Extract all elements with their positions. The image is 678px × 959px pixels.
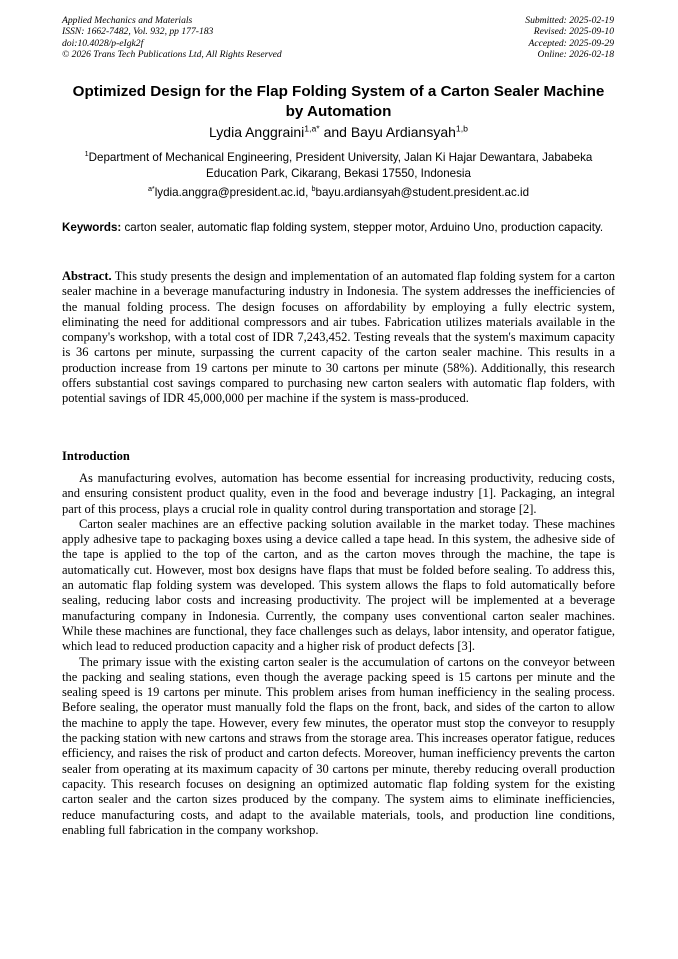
abstract bbox=[62, 269, 615, 407]
email-mark: a* bbox=[147, 184, 155, 194]
email-link[interactable]: lydia.anggra@president.ac.id bbox=[154, 186, 306, 199]
paper-title: Optimized Design for the Flap Folding System of a Carton Sealer Machine by Automation bbox=[72, 83, 605, 120]
date-submitted: Submitted: 2025-02-19 bbox=[525, 15, 614, 26]
affiliation-text: Department of Mechanical Engineering, President University, Jalan Ki Hajar Dewantara, Jababeka Education Park, Cikarang, Bekasi 17550, Indonesia bbox=[88, 151, 593, 180]
journal-info bbox=[62, 15, 282, 61]
affiliation-mark: 1 bbox=[84, 149, 89, 159]
date-revised: Revised: 2025-09-10 bbox=[533, 26, 614, 38]
introduction-body bbox=[62, 471, 615, 838]
email-mark: b bbox=[311, 184, 316, 194]
abstract-text: This study presents the design and implementation of an automated flap folding system for a carton sealer machine in a beverage manufacturing industry in Indonesia. The system addresses the inefficiencies of the manual folding process. The design focuses on affordability by employing a fully electric system, eliminating the need for additional compressors and air tubes. Fabrication utilizes materials available in the company's workshop, with a total cost of IDR 7,243,452. Testing reveals that the system's maximum capacity is 36 cartons per minute, surpassing the current capacity of the carton sealer machine. This results in a production increase from 19 cartons per minute to 30 cartons per minute (58%). Additionally, this research offers substantial cost savings compared to purchasing new carton sealers with automatic flap folders, with potential savings of IDR 45,000,000 per machine if the system is mass-produced. bbox=[62, 269, 615, 406]
journal-name: Applied Mechanics and Materials bbox=[62, 15, 193, 26]
affiliation bbox=[62, 150, 615, 181]
paragraph: Carton sealer machines are an effective packing solution available in the market today. These machines apply adhesive tape to packaging boxes using a device called a tape head. In this system, the adhesive side of the tape is applied to the top of the carton, and as the carton moves through the machine, the tape is automatically cut. However, most box designs have flaps that must be folded before sealing. To address this, an automatic flap folding system was developed. This system allows the flaps to fold automatically before sealing, reducing labor costs and increasing productivity. The project will be implemented at a beverage manufacturing company in Indonesia. Currently, the company uses conventional carton sealer machines. While these machines are functional, they face challenges such as delays, labor intensity, and operator fatigue, which lead to reduced production capacity and a higher risk of product defects [3]. bbox=[62, 516, 615, 654]
date-accepted: Accepted: 2025-09-29 bbox=[528, 37, 614, 49]
author-list bbox=[62, 123, 615, 141]
journal-doi[interactable]: doi:10.4028/p-eIgk2f bbox=[62, 37, 144, 49]
keywords-text: carton sealer, automatic flap folding system, stepper motor, Arduino Uno, production capacity. bbox=[121, 221, 604, 234]
section-heading: Introduction bbox=[62, 449, 130, 463]
author-separator: and bbox=[319, 124, 351, 140]
keywords-label: Keywords: bbox=[62, 221, 122, 234]
author-emails bbox=[62, 185, 615, 200]
author-name: Lydia Anggraini bbox=[209, 124, 305, 140]
abstract-label: Abstract. bbox=[62, 269, 112, 283]
publication-dates bbox=[525, 15, 614, 61]
date-online: Online: 2026-02-18 bbox=[537, 49, 614, 61]
journal-issn: ISSN: 1662-7482, Vol. 932, pp 177-183 bbox=[62, 26, 214, 38]
email-link[interactable]: bayu.ardiansyah@student.president.ac.id bbox=[315, 186, 530, 199]
paragraph: The primary issue with the existing carton sealer is the accumulation of cartons on the conveyor between the packing and sealing stations, even though the average packing speed is 15 cartons per minute and the sealing speed is 19 cartons per minute. This problem arises from human inefficiency in the sealing process. Before sealing, the operator must manually fold the flaps on the front, back, and sides of the carton to allow the machine to apply the tape. However, every few minutes, the operator must stop the conveyor to resupply the packing station with new cartons and straws from the storage area. This increases operator fatigue, reduces efficiency, and raises the risk of product and carton defects. Moreover, human inefficiency prevents the carton sealer from operating at its maximum capacity of 30 cartons per minute, thereby reducing overall production capacity. This research focuses on designing an optimized automatic flap folding system for the existing carton sealer and the carton sizes produced by the company. The system aims to eliminate inefficiencies, reduce manufacturing costs, and adapt to the available materials, tools, and production line conditions, enabling full fabrication in the company workshop. bbox=[62, 654, 615, 837]
keywords bbox=[62, 220, 615, 235]
author-name: Bayu Ardiansyah bbox=[350, 124, 456, 140]
author-affiliation-mark: 1,b bbox=[455, 123, 468, 134]
paragraph: As manufacturing evolves, automation has become essential for increasing productivity, reducing costs, and ensuring consistent product quality, even in the food and beverage industry [1]. Packaging, an integral part of this process, plays a crucial role in quality control during transportation and storage [2]. bbox=[62, 471, 615, 516]
journal-copyright: © 2026 Trans Tech Publications Ltd, All Rights Reserved bbox=[62, 49, 282, 61]
email-separator: , bbox=[305, 186, 312, 199]
author-affiliation-mark: 1,a* bbox=[304, 123, 320, 134]
